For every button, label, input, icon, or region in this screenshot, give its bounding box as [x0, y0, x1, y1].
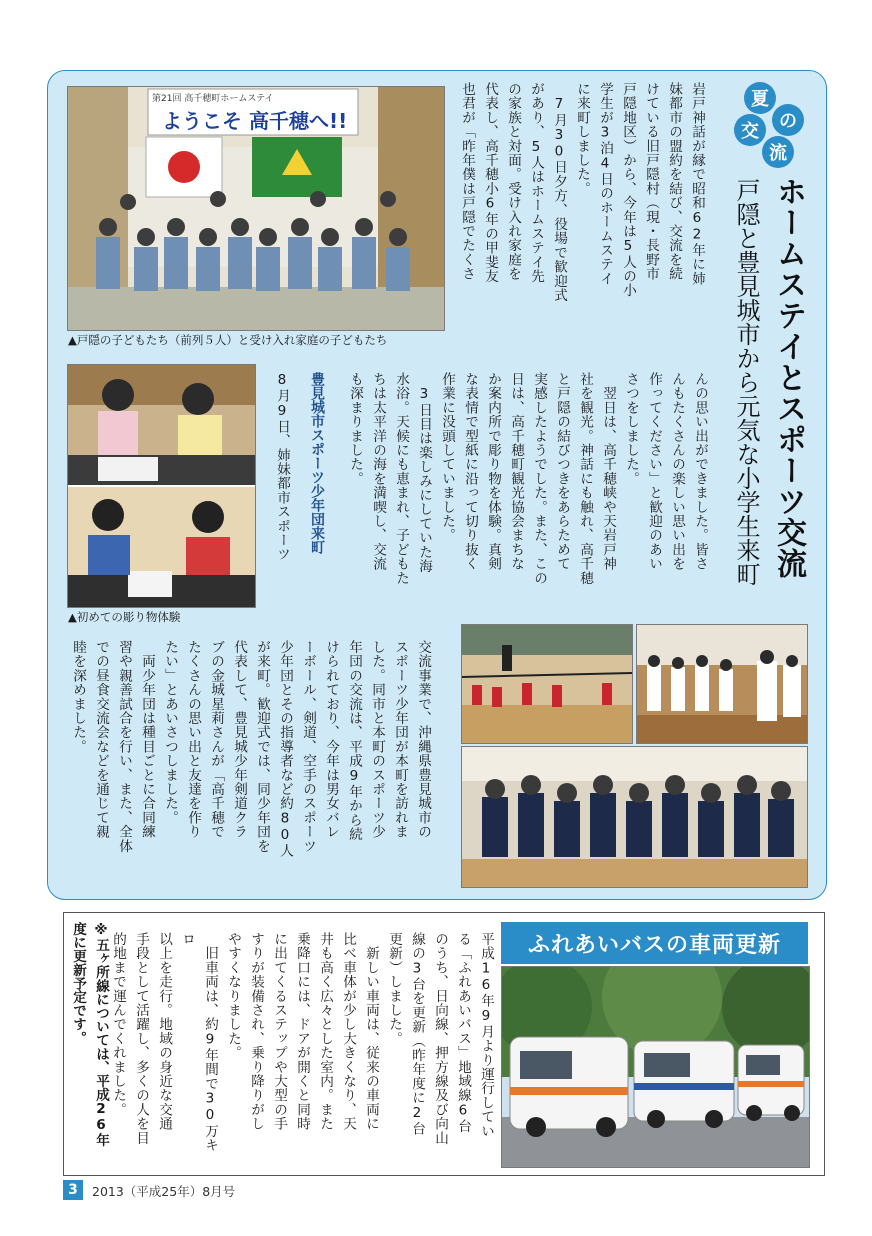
badge-char-2: の [772, 104, 804, 136]
volleyball-photo-image [462, 625, 632, 743]
article-sports-text: 交流事業で、沖縄県豊見城市の スポーツ少年団が本町を訪れま した。同市と本町のスポーツ少 年団の交流は、平成9年から続 けられており、今年は男女バレ ーボール、剣道、空手のスポーツ 少年団とその指導者など約80人 が来町。歓迎式では、同少年団を 代表して、豊見城少年剣道クラ ブの金城星莉さんが「高千穂で たくさんの思い出と友達を作り たい」とあいさつしました。 両少年団は種目ごとに合同練 習や親善試合を行い、また、全体 での昼食交流会などを通じて親 睦を深めました。 [70, 640, 431, 858]
page-number: 3 [63, 1180, 83, 1200]
volleyball-photo [461, 624, 633, 744]
issue-label: 2013（平成25年）8月号 [92, 1184, 236, 1199]
carving-photo-image [68, 365, 255, 607]
article-middle-text: んの思い出ができました。皆さ んもたくさんの楽しい思い出を 作ってください」と歓迎のあい さつをしました。 翌日は、高千穂峡や天岩戸神 社を観光。神話にも触れ、高千穂 と戸隠の結びつきをあらためて 実感したようでした。また、この 日は、高千穂町観光協会まちな か案内所で彫り物を体験。真剣 な表情で型紙に沿って切り抜く 作業に没頭していました。 3日目は楽しみにしていた海 水浴。天候にも恵まれ、子どもた ちは太平洋の海を満喫し、交流 も深まりました。 [347, 372, 708, 585]
kendo-photo [461, 746, 808, 888]
karate-photo-image [637, 625, 807, 743]
carving-photo [67, 364, 256, 608]
bus-title-bar [501, 922, 808, 964]
bus-text: 平成16年9月より運行してい る「ふれあいバス」地域線6台 のうち、日向線、押方線及び向山 線の3台を更新（昨年度に2台 更新）しました。 新しい車両は、従来の車両に 比べ車体が少し大きくなり、天 井も高く広々とした室内。また 乗降口には、ドアが開くと同時 に出てくるステップや大型の手 すりが装備され、乗り降りがし やすくなりました。 旧車両は、約9年間で30万キロ 以上を走行。地域の身近な交通 手段として活躍し、多くの人を目 的地まで運んでくれました。 [110, 932, 494, 1153]
bus-photo [501, 966, 810, 1168]
carving-photo-caption: ▲初めての彫り物体験 [68, 610, 181, 624]
group-photo [67, 86, 445, 331]
welcome-banner-main: ようこそ 高千穂へ!! [162, 109, 348, 133]
badge-char-3: 交 [734, 114, 766, 146]
bus-note: ※五ヶ所線については、平成26年 度に更新予定です。 [70, 922, 109, 1147]
kendo-photo-image [462, 747, 807, 887]
bus-photo-image [502, 967, 809, 1167]
welcome-banner-top: 第21回 高千穂町ホームステイ [152, 94, 274, 104]
article-title: ホームステイとスポーツ交流 [771, 176, 806, 579]
article-intro-text: 岩戸神話が縁で昭和62年に姉 妹都市の盟約を結び、交流を続 けている旧戸隠村（現・長野市 戸隠地区）から、今年は5人の小 学生が3泊4日のホームステイ に来町しました。 7月30日夕方、役場で歓迎式 があり、5人はホームステイ先 の家族と対面。受け入れ家庭を 代表し、高千穂小6年の甲斐友 也君が「昨年僕は戸隠でたくさ [459, 82, 705, 303]
bus-title: ふれあいバスの車両更新 [527, 932, 781, 958]
article-subtitle: 戸隠と豊見城市から元気な小学生来町 [732, 178, 760, 586]
group-photo-caption: ▲戸隠の子どもたち（前列５人）と受け入れ家庭の子どもたち [68, 333, 388, 347]
sports-heading: 豊見城市スポーツ少年団来町 [309, 372, 325, 554]
sports-intro-text: 8月9日、姉妹都市スポーツ [274, 372, 290, 562]
badge-char-1: 夏 [744, 82, 776, 114]
badge-char-4: 流 [762, 136, 794, 168]
karate-photo [636, 624, 808, 744]
